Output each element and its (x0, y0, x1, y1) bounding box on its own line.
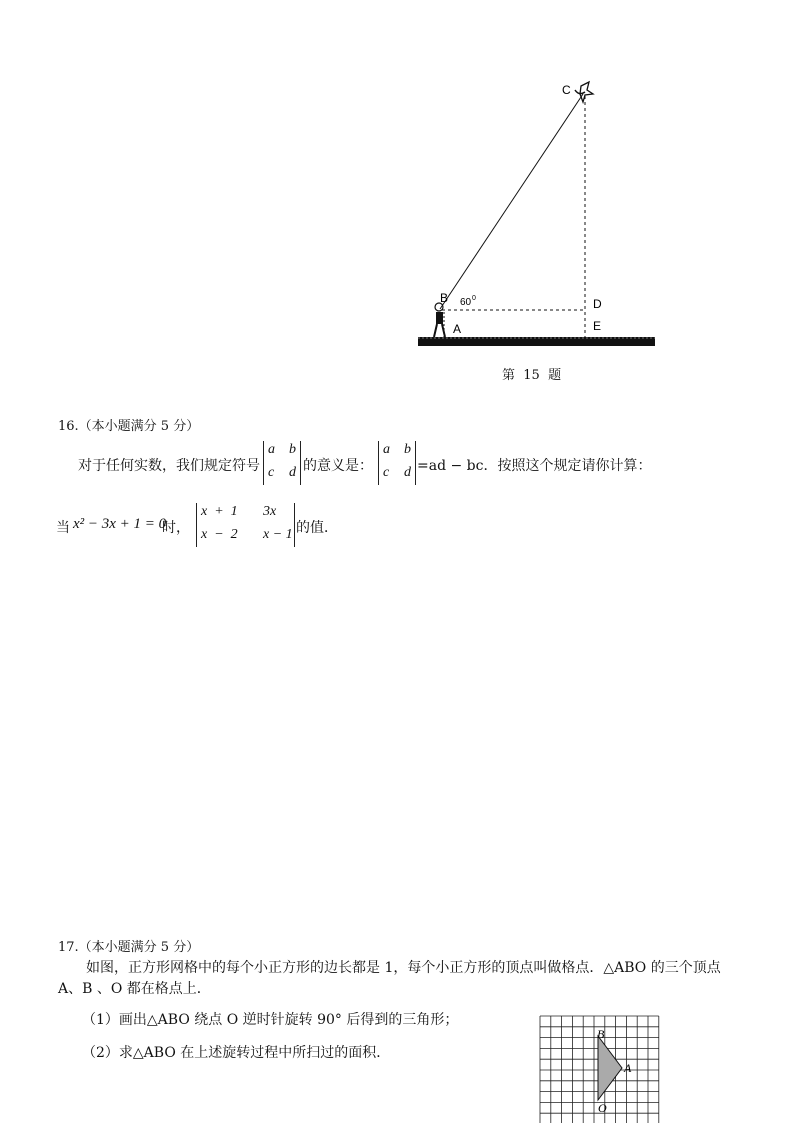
det-b: b (289, 442, 296, 457)
person-icon (434, 303, 445, 337)
det-expr-a: x + 1 (201, 504, 238, 519)
grid-label-a: A (624, 1061, 632, 1075)
det-expr-c: x − 2 (201, 527, 238, 542)
q17-header: 17.（本小题满分 5 分） (58, 940, 200, 955)
triangle-abo (598, 1036, 622, 1100)
q16-cond-prefix: 当 (56, 520, 70, 536)
det-a: a (268, 442, 275, 457)
q17-line1: 如图，正方形网格中的每个小正方形的边长都是 1，每个小正方形的顶点叫做格点．△ABO 的三个顶点 (86, 960, 721, 976)
det-b: b (404, 442, 411, 457)
line-bc (440, 94, 583, 309)
q17-part1: （1）画出△ABO 绕点 O 逆时针旋转 90° 后得到的三角形； (82, 1012, 459, 1028)
q17-line2: A、B 、O 都在格点上． (58, 981, 211, 997)
label-b: B (440, 291, 449, 305)
q16-intro-a: 对于任何实数，我们规定符号 (78, 458, 260, 474)
det-a: a (383, 442, 390, 457)
det-c: c (268, 465, 275, 480)
grid-label-o: O (598, 1101, 607, 1115)
figure-15-caption: 第 15 题 (502, 368, 562, 383)
det-expression (196, 503, 295, 547)
q16-cond-suffix: 时， (162, 520, 190, 536)
det-expr-b: 3x (263, 504, 277, 519)
det-c: c (383, 465, 390, 480)
det-d: d (289, 465, 296, 480)
det-symbol-2 (378, 441, 416, 485)
label-d: D (593, 297, 602, 311)
det-d: d (404, 465, 411, 480)
det-symbol-1 (263, 441, 301, 485)
label-e: E (593, 319, 602, 333)
q16-header: 16.（本小题满分 5 分） (58, 419, 200, 434)
grid-label-b: B (597, 1027, 605, 1041)
q16-intro-c: =ad − bc．按照这个规定请你计算： (417, 458, 652, 474)
angle-degree: 0 (472, 295, 476, 302)
det-expr-d: x − 1 (263, 527, 293, 542)
label-c: C (562, 83, 571, 97)
q16-condition: x² − 3x + 1 = 0 (73, 516, 167, 532)
grid-figure (538, 1014, 664, 1123)
kite-icon (575, 82, 593, 102)
label-a: A (453, 322, 462, 336)
q16-tail: 的值． (296, 520, 338, 536)
q16-intro-b: 的意义是： (303, 458, 373, 474)
q17-part2: （2）求△ABO 在上述旋转过程中所扫过的面积． (82, 1045, 391, 1061)
figure-15 (400, 78, 670, 358)
angle-label: 60 (460, 297, 472, 308)
